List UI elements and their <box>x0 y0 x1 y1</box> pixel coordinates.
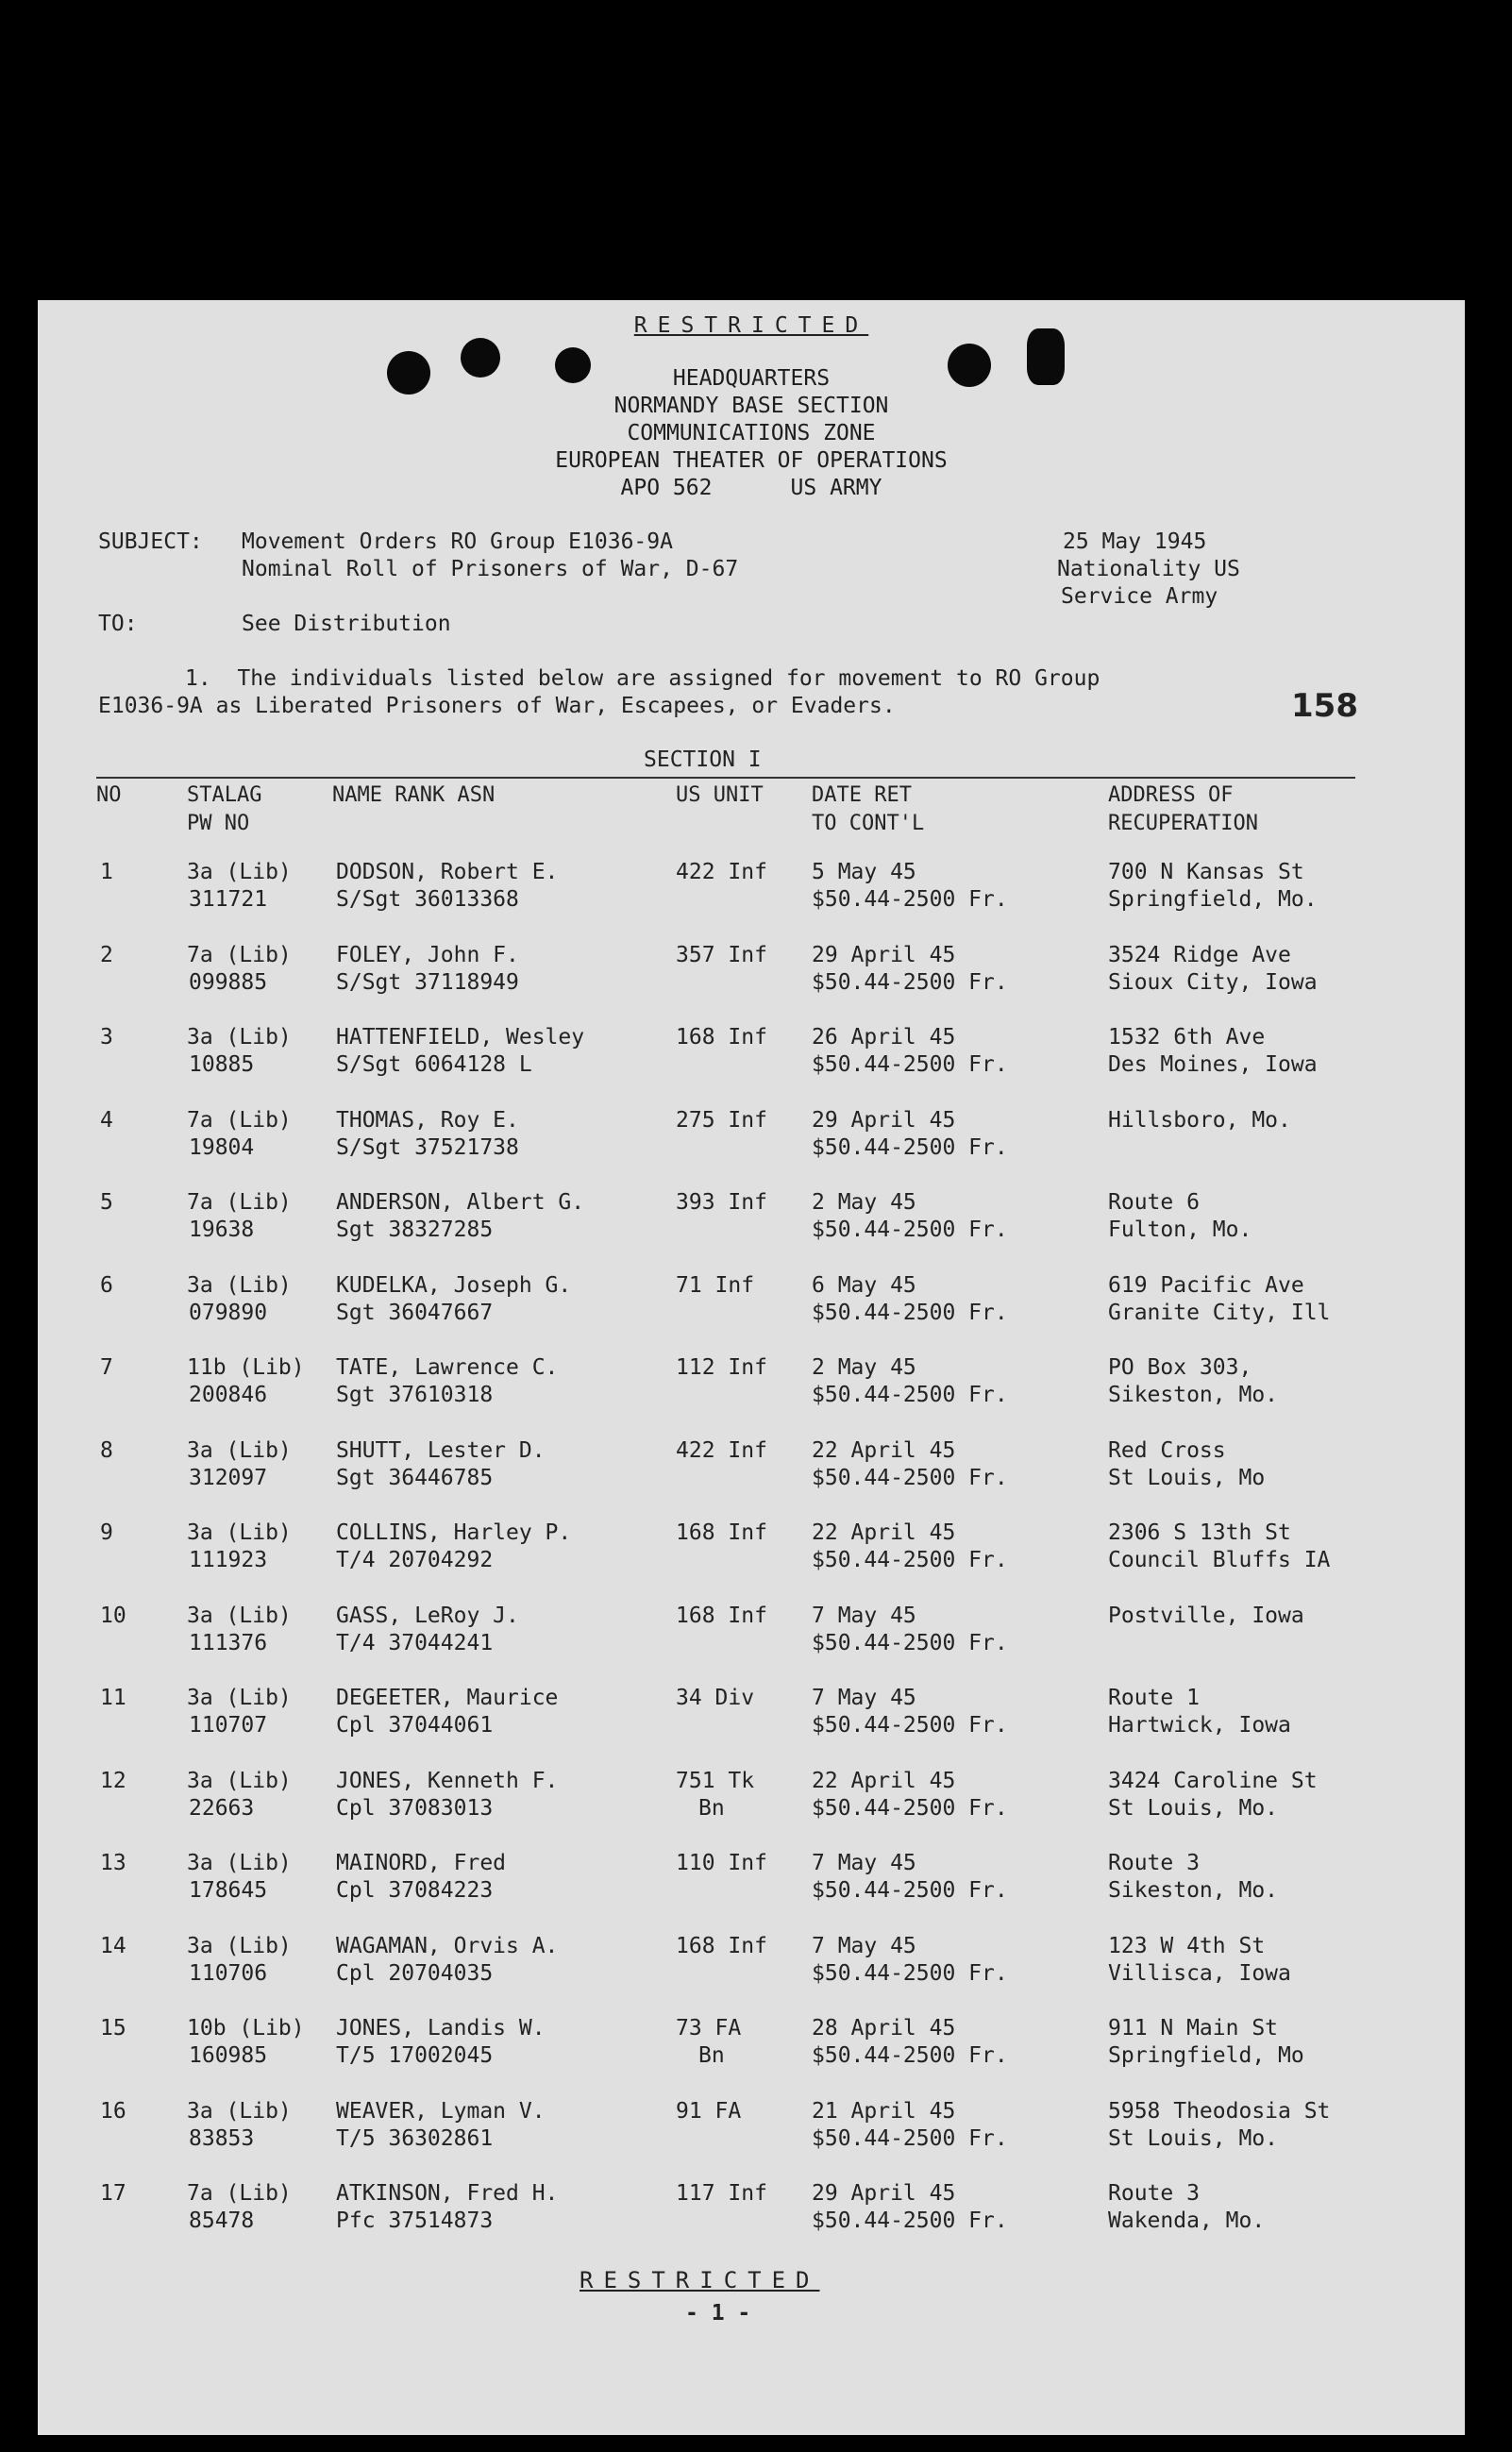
table-row <box>38 1685 1465 1760</box>
cell-stalag: 3a (Lib) <box>187 1851 292 1875</box>
cell-stalag: 3a (Lib) <box>187 1686 292 1710</box>
cell-pw-no: 099885 <box>189 969 268 995</box>
cell-unit1: 168 Inf <box>676 1603 767 1628</box>
cell-no: 10 <box>100 1603 126 1628</box>
cell-rank-asn: Pfc 37514873 <box>336 2208 494 2233</box>
table-row <box>38 2180 1465 2256</box>
cell-addr2: Sikeston, Mo. <box>1108 1383 1279 1407</box>
cell-pw-no: 160985 <box>189 2043 268 2068</box>
col-date-2: TO CONT'L <box>812 812 925 835</box>
cell-stalag: 7a (Lib) <box>187 2181 292 2206</box>
cell-rank-asn: Sgt 37610318 <box>336 1383 494 1407</box>
table-row <box>38 1107 1465 1183</box>
cell-addr2: Sioux City, Iowa <box>1108 969 1318 995</box>
cell-name: HATTENFIELD, Wesley <box>336 1025 585 1050</box>
cell-name: COLLINS, Harley P. <box>336 1520 572 1545</box>
cell-amount: $50.44-2500 Fr. <box>812 1713 1008 1738</box>
cell-unit1: 117 Inf <box>676 2181 767 2206</box>
cell-unit2: Bn <box>698 1795 725 1821</box>
cell-no: 8 <box>100 1437 113 1463</box>
cell-pw-no: 312097 <box>189 1465 268 1490</box>
cell-stalag: 3a (Lib) <box>187 1520 292 1545</box>
cell-unit1: 168 Inf <box>676 1933 767 1958</box>
cell-date: 29 April 45 <box>812 1107 956 1133</box>
table-row <box>38 2098 1465 2174</box>
cell-date: 2 May 45 <box>812 1190 916 1215</box>
table-row <box>38 1933 1465 2008</box>
col-address: ADDRESS OF <box>1108 783 1234 807</box>
subject-line-2: Nominal Roll of Prisoners of War, D-67 <box>242 557 739 581</box>
cell-no: 12 <box>100 1768 126 1793</box>
cell-unit1: 71 Inf <box>676 1272 755 1298</box>
cell-pw-no: 83853 <box>189 2125 255 2151</box>
cell-no: 1 <box>100 860 113 884</box>
restricted-heading: RESTRICTED <box>633 313 869 338</box>
cell-name: JONES, Landis W. <box>336 2016 546 2041</box>
cell-rank-asn: T/4 20704292 <box>336 1548 494 1572</box>
cell-no: 13 <box>100 1851 126 1875</box>
cell-addr1: 123 W 4th St <box>1108 1933 1266 1958</box>
cell-unit1: 393 Inf <box>676 1190 767 1215</box>
cell-date: 7 May 45 <box>812 1686 916 1710</box>
cell-pw-no: 19804 <box>189 1134 255 1160</box>
cell-addr1: 3524 Ridge Ave <box>1108 942 1291 967</box>
cell-addr1: Route 3 <box>1108 1851 1200 1875</box>
cell-unit1: 168 Inf <box>676 1025 767 1050</box>
cell-amount: $50.44-2500 Fr. <box>812 1300 1008 1325</box>
cell-date: 21 April 45 <box>812 2098 956 2124</box>
cell-unit1: 110 Inf <box>676 1851 767 1875</box>
cell-name: WEAVER, Lyman V. <box>336 2098 546 2124</box>
table-top-rule <box>96 777 1355 779</box>
cell-pw-no: 22663 <box>189 1795 255 1821</box>
cell-date: 29 April 45 <box>812 942 956 967</box>
org-line-2: NORMANDY BASE SECTION <box>613 394 889 418</box>
cell-unit1: 422 Inf <box>676 860 767 884</box>
cell-addr2: Granite City, Ill <box>1108 1300 1331 1325</box>
subject-line-1: Movement Orders RO Group E1036-9A <box>242 529 673 554</box>
table-row <box>38 1272 1465 1348</box>
table-row <box>38 2015 1465 2091</box>
cell-rank-asn: Sgt 36446785 <box>336 1465 494 1490</box>
cell-addr1: 5958 Theodosia St <box>1108 2098 1331 2124</box>
cell-addr1: Red Cross <box>1108 1437 1226 1463</box>
table-row <box>38 1354 1465 1430</box>
cell-name: TATE, Lawrence C. <box>336 1355 559 1380</box>
cell-stalag: 3a (Lib) <box>187 860 292 884</box>
cell-rank-asn: Sgt 36047667 <box>336 1300 494 1325</box>
cell-stalag: 3a (Lib) <box>187 1272 292 1298</box>
document-page <box>38 300 1465 2435</box>
cell-pw-no: 110707 <box>189 1713 268 1738</box>
cell-no: 3 <box>100 1025 113 1050</box>
paragraph-line-1: 1. The individuals listed below are assigned for movement to RO Group <box>185 666 1100 691</box>
cell-amount: $50.44-2500 Fr. <box>812 2208 1008 2233</box>
cell-date: 26 April 45 <box>812 1025 956 1050</box>
table-row <box>38 1850 1465 1925</box>
cell-date: 22 April 45 <box>812 1520 956 1545</box>
cell-addr2: Villisca, Iowa <box>1108 1960 1291 1986</box>
cell-rank-asn: S/Sgt 36013368 <box>336 887 519 912</box>
cell-pw-no: 19638 <box>189 1218 255 1242</box>
cell-addr2: Fulton, Mo. <box>1108 1218 1252 1242</box>
cell-rank-asn: T/5 36302861 <box>336 2125 494 2151</box>
cell-unit1: 112 Inf <box>676 1355 767 1380</box>
table-row <box>38 942 1465 1017</box>
cell-addr2: Council Bluffs IA <box>1108 1548 1331 1572</box>
table-row <box>38 1603 1465 1678</box>
cell-unit1: 34 Div <box>676 1686 755 1710</box>
cell-addr2: Des Moines, Iowa <box>1108 1052 1318 1077</box>
cell-addr2: St Louis, Mo <box>1108 1465 1266 1490</box>
cell-rank-asn: Cpl 37044061 <box>336 1713 494 1738</box>
cell-no: 6 <box>100 1272 113 1298</box>
cell-rank-asn: T/5 17002045 <box>336 2043 494 2068</box>
cell-amount: $50.44-2500 Fr. <box>812 1630 1008 1655</box>
cell-rank-asn: S/Sgt 37521738 <box>336 1134 519 1160</box>
cell-addr1: Route 1 <box>1108 1686 1200 1710</box>
page-number: - 1 - <box>685 2301 751 2326</box>
col-address-2: RECUPERATION <box>1108 812 1258 835</box>
cell-addr1: 911 N Main St <box>1108 2016 1279 2041</box>
cell-stalag: 3a (Lib) <box>187 1768 292 1793</box>
cell-rank-asn: Cpl 37084223 <box>336 1878 494 1903</box>
cell-no: 11 <box>100 1686 126 1710</box>
cell-pw-no: 85478 <box>189 2208 255 2233</box>
cell-unit1: 751 Tk <box>676 1768 755 1793</box>
cell-name: JONES, Kenneth F. <box>336 1768 559 1793</box>
cell-stalag: 7a (Lib) <box>187 1190 292 1215</box>
cell-amount: $50.44-2500 Fr. <box>812 2043 1008 2068</box>
cell-unit1: 168 Inf <box>676 1520 767 1545</box>
cell-name: WAGAMAN, Orvis A. <box>336 1933 559 1958</box>
cell-name: MAINORD, Fred <box>336 1851 507 1875</box>
cell-addr1: 1532 6th Ave <box>1108 1025 1266 1050</box>
cell-date: 7 May 45 <box>812 1603 916 1628</box>
paragraph-line-2: E1036-9A as Liberated Prisoners of War, Escapees, or Evaders. <box>98 694 896 718</box>
cell-no: 5 <box>100 1190 113 1215</box>
to-value: See Distribution <box>242 612 451 636</box>
cell-unit1: 357 Inf <box>676 942 767 967</box>
table-row <box>38 1520 1465 1595</box>
cell-no: 14 <box>100 1933 126 1958</box>
cell-rank-asn: Sgt 38327285 <box>336 1218 494 1242</box>
cell-addr1: 2306 S 13th St <box>1108 1520 1291 1545</box>
cell-unit2: Bn <box>698 2043 725 2068</box>
org-line-4: EUROPEAN THEATER OF OPERATIONS <box>555 448 948 473</box>
cell-rank-asn: Cpl 37083013 <box>336 1795 494 1821</box>
cell-date: 2 May 45 <box>812 1355 916 1380</box>
cell-unit1: 73 FA <box>676 2016 742 2041</box>
cell-stalag: 3a (Lib) <box>187 1933 292 1958</box>
cell-amount: $50.44-2500 Fr. <box>812 1795 1008 1821</box>
cell-stalag: 3a (Lib) <box>187 1437 292 1463</box>
cell-stalag: 3a (Lib) <box>187 1603 292 1628</box>
org-line-1: HEADQUARTERS <box>672 366 831 391</box>
cell-amount: $50.44-2500 Fr. <box>812 1134 1008 1160</box>
restricted-footer: RESTRICTED <box>580 2267 820 2293</box>
cell-date: 28 April 45 <box>812 2016 956 2041</box>
cell-amount: $50.44-2500 Fr. <box>812 2125 1008 2151</box>
cell-stalag: 11b (Lib) <box>187 1355 305 1380</box>
cell-stalag: 3a (Lib) <box>187 1025 292 1050</box>
cell-unit1: 91 FA <box>676 2098 742 2124</box>
section-title: SECTION I <box>644 747 762 772</box>
cell-amount: $50.44-2500 Fr. <box>812 1548 1008 1572</box>
to-label: TO: <box>98 612 138 636</box>
col-pw-no: PW NO <box>187 812 250 835</box>
cell-unit1: 422 Inf <box>676 1437 767 1463</box>
cell-name: KUDELKA, Joseph G. <box>336 1272 572 1298</box>
table-row <box>38 1768 1465 1843</box>
col-no: NO <box>96 783 122 807</box>
cell-addr2: Springfield, Mo. <box>1108 887 1318 912</box>
cell-amount: $50.44-2500 Fr. <box>812 1465 1008 1490</box>
cell-addr2: Springfield, Mo <box>1108 2043 1304 2068</box>
subject-label: SUBJECT: <box>98 529 203 554</box>
cell-pw-no: 200846 <box>189 1383 268 1407</box>
cell-stalag: 7a (Lib) <box>187 1107 292 1133</box>
cell-name: DODSON, Robert E. <box>336 860 559 884</box>
cell-date: 22 April 45 <box>812 1437 956 1463</box>
cell-addr2: St Louis, Mo. <box>1108 2125 1279 2151</box>
cell-addr2: Hartwick, Iowa <box>1108 1713 1291 1738</box>
cell-pw-no: 111376 <box>189 1630 268 1655</box>
cell-addr2: Wakenda, Mo. <box>1108 2208 1266 2233</box>
cell-rank-asn: S/Sgt 6064128 L <box>336 1052 532 1077</box>
cell-no: 4 <box>100 1107 113 1133</box>
cell-amount: $50.44-2500 Fr. <box>812 969 1008 995</box>
cell-name: ATKINSON, Fred H. <box>336 2181 559 2206</box>
col-unit: US UNIT <box>676 783 764 807</box>
cell-amount: $50.44-2500 Fr. <box>812 1218 1008 1242</box>
cell-no: 2 <box>100 942 113 967</box>
col-date: DATE RET <box>812 783 912 807</box>
cell-name: THOMAS, Roy E. <box>336 1107 519 1133</box>
cell-no: 16 <box>100 2098 126 2124</box>
cell-pw-no: 10885 <box>189 1052 255 1077</box>
cell-amount: $50.44-2500 Fr. <box>812 1052 1008 1077</box>
cell-rank-asn: T/4 37044241 <box>336 1630 494 1655</box>
service: Service Army <box>1061 584 1218 609</box>
cell-unit1: 275 Inf <box>676 1107 767 1133</box>
cell-no: 7 <box>100 1355 113 1380</box>
cell-addr1: PO Box 303, <box>1108 1355 1252 1380</box>
cell-stalag: 3a (Lib) <box>187 2098 292 2124</box>
cell-no: 9 <box>100 1520 113 1545</box>
cell-date: 22 April 45 <box>812 1768 956 1793</box>
cell-addr2: Sikeston, Mo. <box>1108 1878 1279 1903</box>
org-line-5: APO 562 US ARMY <box>620 476 882 500</box>
cell-pw-no: 178645 <box>189 1878 268 1903</box>
table-row <box>38 1189 1465 1265</box>
table-row <box>38 859 1465 934</box>
cell-addr1: Postville, Iowa <box>1108 1603 1304 1628</box>
cell-amount: $50.44-2500 Fr. <box>812 1878 1008 1903</box>
page-reference: 158 <box>1291 687 1358 725</box>
cell-pw-no: 311721 <box>189 887 268 912</box>
cell-pw-no: 110706 <box>189 1960 268 1986</box>
cell-date: 5 May 45 <box>812 860 916 884</box>
nationality: Nationality US <box>1057 557 1240 581</box>
cell-name: GASS, LeRoy J. <box>336 1603 519 1628</box>
col-name: NAME RANK ASN <box>332 783 496 807</box>
cell-date: 6 May 45 <box>812 1272 916 1298</box>
cell-name: DEGEETER, Maurice <box>336 1686 559 1710</box>
cell-no: 15 <box>100 2016 126 2041</box>
cell-addr1: 619 Pacific Ave <box>1108 1272 1304 1298</box>
cell-date: 7 May 45 <box>812 1851 916 1875</box>
cell-addr1: 3424 Caroline St <box>1108 1768 1318 1793</box>
cell-addr2: St Louis, Mo. <box>1108 1795 1279 1821</box>
cell-addr1: 700 N Kansas St <box>1108 860 1304 884</box>
cell-stalag: 7a (Lib) <box>187 942 292 967</box>
cell-addr1: Route 3 <box>1108 2181 1200 2206</box>
cell-pw-no: 079890 <box>189 1300 268 1325</box>
cell-date: 29 April 45 <box>812 2181 956 2206</box>
cell-amount: $50.44-2500 Fr. <box>812 887 1008 912</box>
cell-name: ANDERSON, Albert G. <box>336 1190 585 1215</box>
cell-rank-asn: S/Sgt 37118949 <box>336 969 519 995</box>
cell-addr1: Route 6 <box>1108 1190 1200 1215</box>
cell-amount: $50.44-2500 Fr. <box>812 1383 1008 1407</box>
cell-name: FOLEY, John F. <box>336 942 519 967</box>
cell-pw-no: 111923 <box>189 1548 268 1572</box>
cell-addr1: Hillsboro, Mo. <box>1108 1107 1291 1133</box>
table-row <box>38 1437 1465 1513</box>
cell-amount: $50.44-2500 Fr. <box>812 1960 1008 1986</box>
cell-rank-asn: Cpl 20704035 <box>336 1960 494 1986</box>
cell-name: SHUTT, Lester D. <box>336 1437 546 1463</box>
cell-stalag: 10b (Lib) <box>187 2016 305 2041</box>
cell-date: 7 May 45 <box>812 1933 916 1958</box>
document-date: 25 May 1945 <box>1063 529 1207 554</box>
table-row <box>38 1024 1465 1100</box>
cell-no: 17 <box>100 2181 126 2206</box>
org-line-3: COMMUNICATIONS ZONE <box>627 421 876 445</box>
col-stalag: STALAG <box>187 783 262 807</box>
